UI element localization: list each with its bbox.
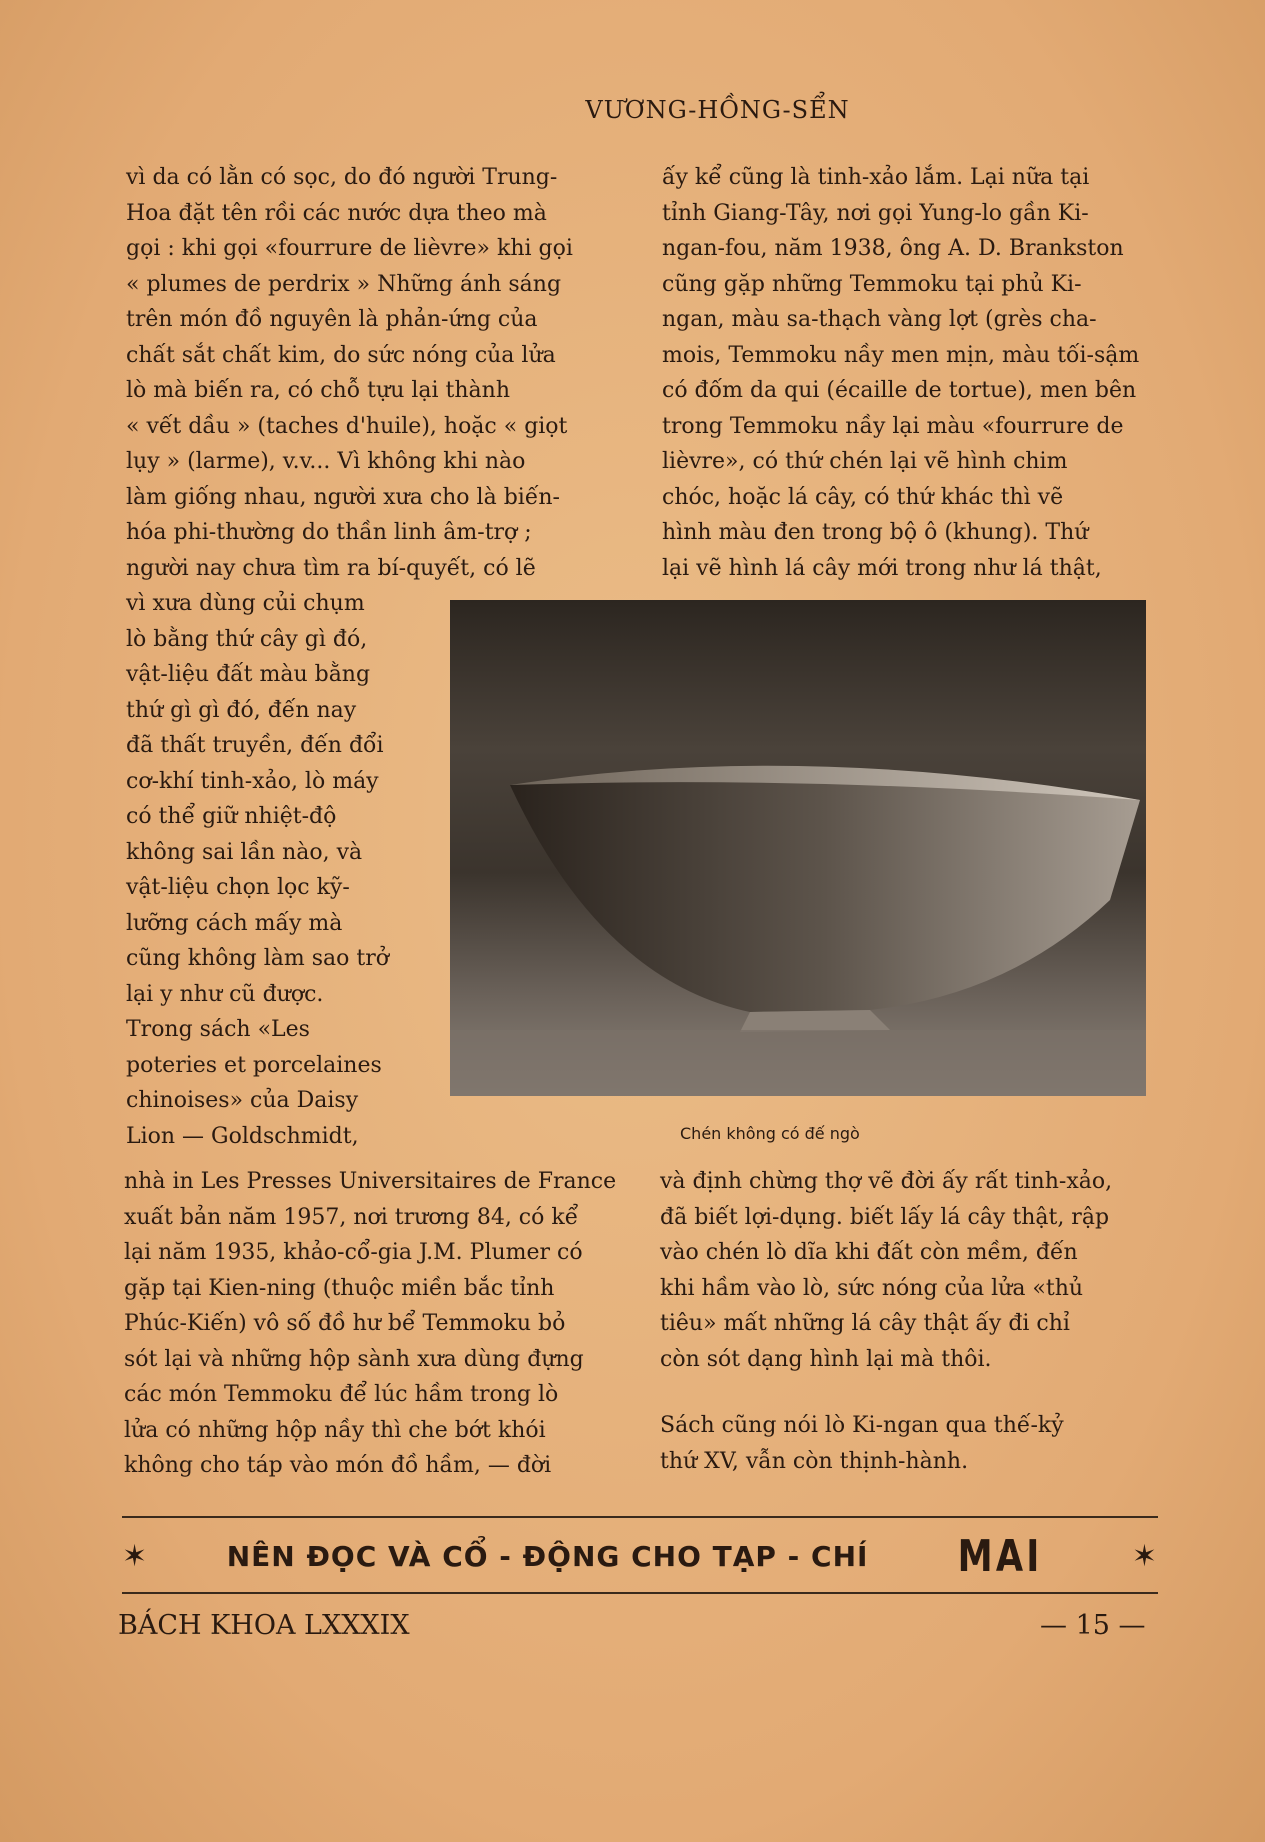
- text-line: thứ gì gì đó, đến nay: [126, 697, 357, 723]
- text-line: lưỡng cách mấy mà: [126, 910, 343, 936]
- text-line: cũng gặp những Temmoku tại phủ Ki-: [662, 271, 1082, 297]
- text-line: ngan, màu sa-thạch vàng lợt (grès cha-: [662, 307, 1097, 332]
- text-line: lại y như cũ được.: [126, 981, 324, 1007]
- text-line: khi hầm vào lò, sức nóng của lửa «thủ: [660, 1275, 1084, 1301]
- text-line: vào chén lò dĩa khi đất còn mềm, đến: [660, 1240, 1078, 1265]
- text-line: chóc, hoặc lá cây, có thứ khác thì vẽ: [662, 484, 1064, 510]
- divider-bottom: [122, 1592, 1158, 1594]
- text-line: còn sót dạng hình lại mà thôi.: [660, 1346, 992, 1372]
- text-line: đã thất truyền, đến đổi: [126, 733, 384, 758]
- text-line: lò mà biến ra, có chỗ tựu lại thành: [126, 378, 511, 403]
- text-line: « vết dầu » (taches d'huile), hoặc « giọt: [126, 413, 568, 439]
- promo-magazine-name: MAI: [957, 1530, 1043, 1582]
- right-column-closing: [660, 1408, 1163, 1479]
- text-line: người nay chưa tìm ra bí-quyết, có lẽ: [126, 555, 536, 581]
- text-line: mois, Temmoku nầy men mịn, màu tối-sậm: [662, 342, 1140, 368]
- star-icon: ✶: [122, 1538, 149, 1574]
- text-line: Hoa đặt tên rồi các nước dựa theo mà: [126, 200, 547, 226]
- text-line: sót lại và những hộp sành xưa dùng đựng: [124, 1346, 584, 1372]
- left-column-narrow: [126, 586, 414, 1154]
- text-line: có thể giữ nhiệt-độ: [126, 804, 337, 829]
- text-line: poteries et porcelaines: [126, 1052, 382, 1078]
- bowl-image: [450, 600, 1146, 1096]
- text-line: và định chừng thợ vẽ đời ấy rất tinh-xảo,: [660, 1169, 1113, 1194]
- right-column-top: [662, 160, 1165, 586]
- text-line: lụy » (larme), v.v... Vì không khi nào: [126, 449, 526, 474]
- text-line: vật-liệu đất màu bằng: [126, 662, 371, 687]
- text-line: chinoises» của Daisy: [126, 1088, 359, 1113]
- text-line: lò bằng thứ cây gì đó,: [126, 626, 368, 652]
- text-line: trong Temmoku nầy lại màu «fourrure de: [662, 413, 1124, 439]
- text-line: lại vẽ hình lá cây mới trong như lá thật,: [662, 555, 1102, 581]
- text-line: lửa có những hộp nầy thì che bớt khói: [124, 1417, 546, 1443]
- text-line: các món Temmoku để lúc hầm trong lò: [124, 1382, 559, 1407]
- text-line: hóa phi-thường do thần linh âm-trợ ;: [126, 520, 532, 545]
- text-line: gặp tại Kien-ning (thuộc miền bắc tỉnh: [124, 1275, 555, 1301]
- right-column-bottom: [660, 1164, 1163, 1377]
- text-line: lại năm 1935, khảo-cổ-gia J.M. Plumer có: [124, 1240, 583, 1265]
- text-line: vì da có lằn có sọc, do đó người Trung-: [126, 165, 558, 190]
- text-line: cũng không làm sao trở: [126, 946, 389, 971]
- footer-page-number: — 15 —: [1040, 1610, 1146, 1641]
- promo-banner: [122, 1524, 1158, 1588]
- text-line: thứ XV, vẫn còn thịnh-hành.: [660, 1448, 969, 1474]
- text-line: Trong sách «Les: [126, 1017, 310, 1042]
- text-line: Sách cũng nói lò Ki-ngan qua thế-kỷ: [660, 1413, 1064, 1438]
- text-line: có đốm da qui (écaille de tortue), men bên: [662, 378, 1137, 403]
- text-line: tỉnh Giang-Tây, nơi gọi Yung-lo gần Ki-: [662, 200, 1089, 226]
- text-line: lièvre», có thứ chén lại vẽ hình chim: [662, 449, 1068, 474]
- text-line: Lion — Goldschmidt,: [126, 1123, 359, 1149]
- left-column-top: [126, 160, 631, 586]
- text-line: không cho táp vào món đồ hầm, — đời: [124, 1453, 552, 1478]
- text-line: gọi : khi gọi «fourrure de lièvre» khi gọi: [126, 236, 573, 261]
- promo-text: NÊN ĐỌC VÀ CỔ - ĐỘNG CHO TẠP - CHÍ: [226, 1539, 869, 1573]
- photo-caption: Chén không có đế ngò: [680, 1124, 860, 1143]
- text-line: nhà in Les Presses Universitaires de France: [124, 1169, 617, 1194]
- text-line: « plumes de perdrix » Những ánh sáng: [126, 271, 562, 297]
- page-header-author: VƯƠNG-HỒNG-SỂN: [585, 96, 850, 124]
- text-line: đã biết lợi-dụng. biết lấy lá cây thật, rập: [660, 1204, 1110, 1230]
- text-line: làm giống nhau, người xưa cho là biến-: [126, 484, 560, 510]
- text-line: xuất bản năm 1957, nơi trương 84, có kể: [124, 1204, 579, 1230]
- text-line: ấy kể cũng là tinh-xảo lắm. Lại nữa tại: [662, 165, 1090, 190]
- text-line: chất sắt chất kim, do sức nóng của lửa: [126, 342, 556, 368]
- divider-top: [122, 1516, 1158, 1518]
- left-column-bottom: [124, 1164, 629, 1484]
- text-line: cơ-khí tinh-xảo, lò máy: [126, 768, 379, 794]
- text-line: không sai lần nào, và: [126, 839, 363, 865]
- footer-publication: BÁCH KHOA LXXXIX: [118, 1610, 410, 1641]
- text-line: vì xưa dùng củi chụm: [126, 591, 365, 616]
- text-line: vật-liệu chọn lọc kỹ-: [126, 875, 350, 900]
- temmoku-bowl-photo: [450, 600, 1146, 1096]
- text-line: ngan-fou, năm 1938, ông A. D. Brankston: [662, 236, 1124, 261]
- text-line: Phúc-Kiến) vô số đồ hư bể Temmoku bỏ: [124, 1311, 566, 1336]
- text-line: trên món đồ nguyên là phản-ứng của: [126, 307, 538, 332]
- star-icon: ✶: [1131, 1538, 1158, 1574]
- text-line: tiêu» mất những lá cây thật ấy đi chỉ: [660, 1311, 1070, 1336]
- text-line: hình màu đen trong bộ ô (khung). Thứ: [662, 520, 1089, 545]
